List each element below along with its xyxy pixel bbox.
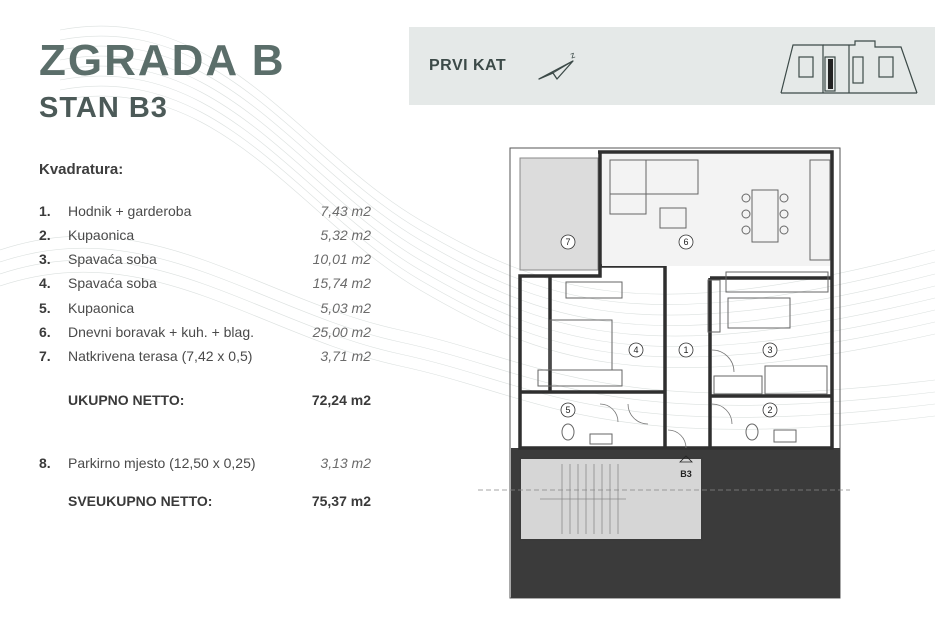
- room-name: Spavaća soba: [68, 251, 157, 267]
- floor-banner: [409, 27, 935, 105]
- room-label-5: 5: [565, 405, 571, 415]
- net-total-row: [68, 392, 371, 408]
- room-area: 25,00 m2: [312, 324, 371, 340]
- room-area: 7,43 m2: [320, 203, 371, 219]
- list-item: [39, 251, 374, 271]
- list-item: [39, 300, 374, 320]
- list-item: [39, 275, 374, 295]
- grand-total-row: [68, 493, 371, 509]
- unit-title: STAN B3: [39, 92, 168, 124]
- room-area: 5,32 m2: [320, 227, 371, 243]
- room-name: Natkrivena terasa (7,42 x 0,5): [68, 348, 253, 364]
- room-number: 5.: [39, 300, 51, 316]
- parking-row: [39, 455, 374, 475]
- room-number: 3.: [39, 251, 51, 267]
- room-area: 15,74 m2: [312, 275, 371, 291]
- list-item: [39, 227, 374, 247]
- net-total-value: 72,24 m2: [311, 392, 371, 408]
- svg-text:z: z: [568, 49, 577, 61]
- bedroom-furniture: [538, 280, 827, 444]
- floor-plan: [470, 128, 850, 603]
- list-item: [39, 203, 374, 223]
- room-area: 5,03 m2: [320, 300, 371, 316]
- room-label-6: 6: [683, 237, 689, 247]
- room-number: 2.: [39, 227, 51, 243]
- room-area: 10,01 m2: [312, 251, 371, 267]
- room-name: Kupaonica: [68, 300, 135, 316]
- unit-tag: B3: [680, 469, 692, 479]
- parking-area: 3,13 m2: [320, 455, 371, 471]
- area-section-title: Kvadratura:: [39, 161, 124, 178]
- room-number: 1.: [39, 203, 51, 219]
- net-total-label: UKUPNO NETTO:: [68, 392, 185, 408]
- room-name: Spavaća soba: [68, 275, 157, 291]
- grand-total-value: 75,37 m2: [311, 493, 371, 509]
- room-number: 4.: [39, 275, 51, 291]
- floor-label: PRVI KAT: [429, 57, 507, 74]
- room-label-3: 3: [767, 345, 773, 355]
- list-item: [39, 348, 374, 368]
- room-number: 7.: [39, 348, 51, 364]
- room-label-2: 2: [767, 405, 773, 415]
- room-label-1: 1: [683, 345, 689, 355]
- room-area: 3,71 m2: [320, 348, 371, 364]
- compass-arrow-icon: [535, 49, 581, 85]
- grand-total-label: SVEUKUPNO NETTO:: [68, 493, 213, 509]
- room-name: Kupaonica: [68, 227, 135, 243]
- parking-number: 8.: [39, 455, 51, 471]
- room-name: Hodnik + garderoba: [68, 203, 192, 219]
- door-swings: [600, 350, 734, 448]
- list-item: [39, 324, 374, 344]
- room-label-7: 7: [565, 237, 571, 247]
- building-facade-icon: [779, 37, 921, 95]
- room-number: 6.: [39, 324, 51, 340]
- parking-name: Parkirno mjesto (12,50 x 0,25): [68, 455, 256, 471]
- room-label-4: 4: [633, 345, 639, 355]
- terrace: [520, 158, 598, 270]
- room-name: Dnevni boravak + kuh. + blag.: [68, 324, 255, 340]
- living-room: [602, 154, 830, 266]
- building-title: ZGRADA B: [39, 36, 286, 85]
